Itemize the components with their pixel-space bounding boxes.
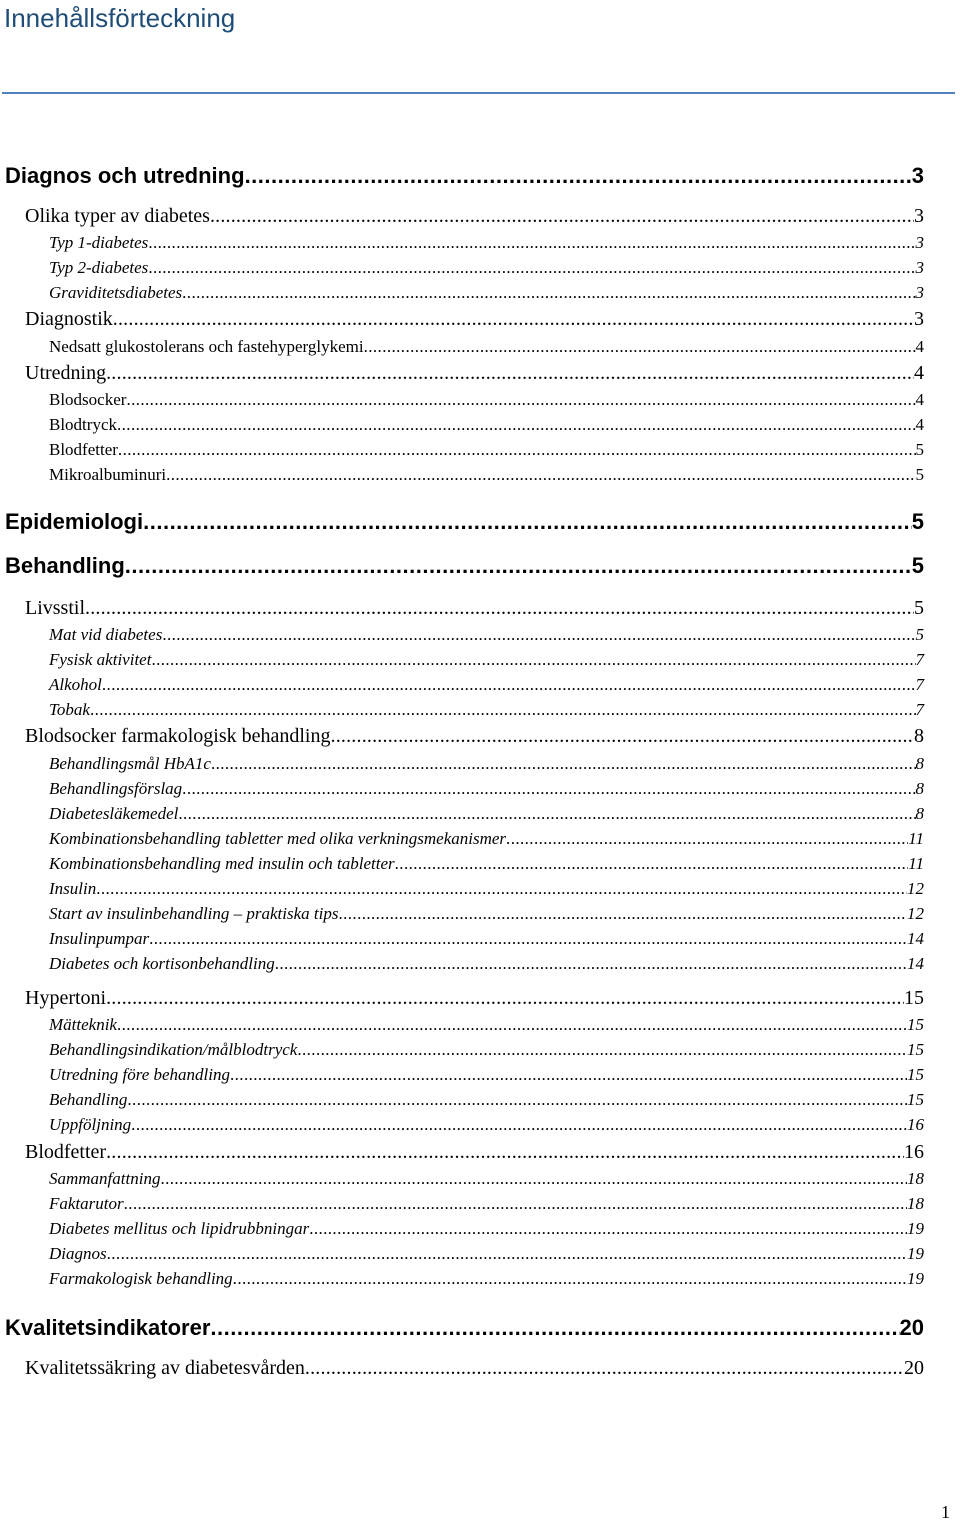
toc-entry-label: Mätteknik: [49, 1015, 117, 1034]
toc-entry-label: Sammanfattning: [49, 1169, 161, 1188]
toc-entry-mikroalbuminuri[interactable]: [0, 465, 924, 485]
toc-entry-page: 16: [907, 1115, 924, 1134]
toc-entry-diagnostik[interactable]: [0, 308, 924, 331]
toc-leader-dots: [162, 625, 915, 645]
toc-entry-faktarutor[interactable]: [0, 1194, 924, 1214]
toc-entry-page: 19: [907, 1269, 924, 1288]
toc-entry-matteknik[interactable]: [0, 1015, 924, 1035]
toc-leader-dots: [297, 1040, 907, 1060]
toc-entry-page: 14: [907, 954, 924, 973]
toc-entry-page: 5: [911, 509, 924, 534]
toc-entry-page: 7: [915, 675, 924, 694]
toc-entry-label: Typ 2-diabetes: [49, 258, 149, 277]
toc-leader-dots: [118, 440, 916, 460]
toc-leader-dots: [106, 987, 904, 1010]
toc-leader-dots: [331, 725, 915, 748]
toc-entry-label: Kombinationsbehandling tabletter med olika verkningsmekanismer: [49, 829, 507, 848]
toc-entry-page: 7: [915, 650, 924, 669]
toc-leader-dots: [245, 163, 912, 189]
toc-leader-dots: [210, 1315, 899, 1341]
toc-leader-dots: [160, 1169, 907, 1189]
toc-leader-dots: [309, 1219, 907, 1239]
toc-entry-page: 3: [914, 205, 924, 227]
toc-entry-blodfetter-sub[interactable]: [0, 440, 924, 460]
toc-leader-dots: [338, 904, 907, 924]
toc-entry-page: 4: [915, 390, 924, 409]
toc-entry-page: 7: [915, 700, 924, 719]
toc-leader-dots: [149, 929, 907, 949]
toc-entry-label: Blodtryck: [49, 415, 117, 434]
toc-entry-blodfetter[interactable]: [0, 1141, 924, 1164]
toc-leader-dots: [148, 258, 915, 278]
toc-entry-page: 14: [907, 929, 924, 948]
toc-leader-dots: [107, 1244, 907, 1264]
toc-entry-label: Behandlingsförslag: [49, 779, 183, 798]
toc-entry-page: 18: [907, 1169, 924, 1188]
toc-leader-dots: [275, 954, 907, 974]
toc-entry-diagnos-och-utredning[interactable]: [0, 163, 924, 189]
toc-entry-start-insulin[interactable]: [0, 904, 924, 924]
toc-entry-insulinpumpar[interactable]: [0, 929, 924, 949]
toc-entry-page: 3: [911, 163, 924, 188]
toc-entry-sammanfattning[interactable]: [0, 1169, 924, 1189]
toc-entry-label: Farmakologisk behandling: [49, 1269, 233, 1288]
toc-entry-label: Graviditetsdiabetes: [49, 283, 183, 302]
toc-entry-label: Blodsocker farmakologisk behandling: [25, 725, 331, 747]
toc-leader-dots: [113, 308, 914, 331]
toc-entry-lipidrubbningar[interactable]: [0, 1219, 924, 1239]
toc-entry-diabeteslakemedel[interactable]: [0, 804, 924, 824]
toc-entry-label: Kvalitetsindikatorer: [5, 1315, 211, 1340]
toc-entry-page: 8: [915, 754, 924, 773]
toc-entry-graviditetsdiabetes[interactable]: [0, 283, 924, 303]
toc-leader-dots: [166, 465, 915, 485]
toc-entry-page: 15: [907, 1090, 924, 1109]
toc-entry-label: Insulinpumpar: [49, 929, 150, 948]
toc-entry-page: 8: [914, 725, 924, 747]
toc-entry-page: 5: [914, 597, 924, 619]
toc-leader-dots: [233, 1269, 907, 1289]
toc-entry-page: 4: [915, 415, 924, 434]
toc-entry-farmakologisk-behandling[interactable]: [0, 1269, 924, 1289]
toc-leader-dots: [126, 390, 915, 410]
toc-entry-page: 5: [911, 553, 924, 578]
toc-entry-page: 11: [908, 854, 924, 873]
toc-entry-label: Typ 1-diabetes: [49, 233, 149, 252]
toc-entry-livsstil[interactable]: [0, 597, 924, 620]
toc-entry-hypertoni[interactable]: [0, 987, 924, 1010]
toc-entry-uppfoljning[interactable]: [0, 1115, 924, 1135]
toc-entry-label: Insulin: [49, 879, 97, 898]
toc-entry-utredning-fore[interactable]: [0, 1065, 924, 1085]
toc-entry-label: Nedsatt glukostolerans och fastehyperglykemi: [49, 337, 364, 356]
toc-entry-behandling-hypertoni[interactable]: [0, 1090, 924, 1110]
toc-entry-page: 5: [915, 440, 924, 459]
toc-entry-behandlingsindikation[interactable]: [0, 1040, 924, 1060]
toc-entry-label: Blodfetter: [25, 1141, 107, 1163]
toc-entry-epidemiologi[interactable]: [0, 509, 924, 535]
toc-leader-dots: [305, 1357, 904, 1380]
toc-leader-dots: [210, 205, 914, 228]
toc-entry-page: 20: [899, 1315, 924, 1340]
toc-leader-dots: [85, 597, 914, 620]
toc-leader-dots: [182, 779, 915, 799]
toc-leader-dots: [125, 553, 912, 579]
toc-leader-dots: [131, 1115, 907, 1135]
toc-entry-label: Mikroalbuminuri: [49, 465, 167, 484]
toc-entry-insulin[interactable]: [0, 879, 924, 899]
toc-entry-label: Behandlingsindikation/målblodtryck: [49, 1040, 298, 1059]
toc-entry-label: Hypertoni: [25, 987, 107, 1009]
toc-entry-page: 3: [915, 283, 924, 302]
toc-entry-page: 12: [907, 904, 924, 923]
toc-entry-label: Diabetesläkemedel: [49, 804, 179, 823]
toc-entry-diagnos[interactable]: [0, 1244, 924, 1264]
toc-leader-dots: [124, 1194, 907, 1214]
toc-leader-dots: [151, 650, 915, 670]
toc-entry-page: 8: [915, 779, 924, 798]
toc-entry-label: Epidemiologi: [5, 509, 144, 534]
toc-entry-typ2[interactable]: [0, 258, 924, 278]
toc-entry-kortison[interactable]: [0, 954, 924, 974]
toc-entry-label: Kvalitetssäkring av diabetesvården: [25, 1357, 305, 1379]
toc-entry-label: Behandling: [5, 553, 125, 578]
toc-entry-label: Mat vid diabetes: [49, 625, 163, 644]
toc-leader-dots: [395, 854, 909, 874]
toc-entry-page: 5: [915, 465, 924, 484]
toc-leader-dots: [127, 1090, 907, 1110]
toc-leader-dots: [143, 509, 912, 535]
toc-leader-dots: [117, 1015, 907, 1035]
toc-entry-label: Faktarutor: [49, 1194, 124, 1213]
toc-entry-nedsatt-glukostolerans[interactable]: [0, 337, 924, 357]
toc-entry-label: Fysisk aktivitet: [49, 650, 152, 669]
toc-entry-label: Alkohol: [49, 675, 102, 694]
toc-entry-behandlingsforslag[interactable]: [0, 779, 924, 799]
toc-leader-dots: [96, 879, 907, 899]
toc-entry-label: Diabetes och kortisonbehandling: [49, 954, 275, 973]
toc-entry-blodtryck[interactable]: [0, 415, 924, 435]
toc-entry-page: 4: [915, 337, 924, 356]
toc-entry-blodsocker-farmakologisk[interactable]: [0, 725, 924, 748]
toc-entry-label: Utredning: [25, 362, 107, 384]
toc-entry-page: 3: [915, 258, 924, 277]
toc-entry-page: 8: [915, 804, 924, 823]
toc-leader-dots: [230, 1065, 907, 1085]
toc-leader-dots: [90, 700, 916, 720]
toc-leader-dots: [106, 1141, 904, 1164]
toc-leader-dots: [148, 233, 915, 253]
toc-entry-page: 15: [907, 1040, 924, 1059]
toc-entry-blodsocker[interactable]: [0, 390, 924, 410]
toc-leader-dots: [106, 362, 914, 385]
toc-entry-label: Behandlingsmål HbA1c: [49, 754, 211, 773]
toc-entry-typ1[interactable]: [0, 233, 924, 253]
toc-entry-page: 19: [907, 1244, 924, 1263]
title-divider: [2, 92, 955, 94]
toc-leader-dots: [506, 829, 908, 849]
toc-entry-label: Diagnos och utredning: [5, 163, 245, 188]
toc-entry-utredning[interactable]: [0, 362, 924, 385]
page-number: 1: [941, 1502, 950, 1522]
toc-entry-label: Utredning före behandling: [49, 1065, 230, 1084]
toc-entry-page: 19: [907, 1219, 924, 1238]
toc-entry-label: Olika typer av diabetes: [25, 205, 210, 227]
toc-leader-dots: [364, 337, 916, 357]
toc-entry-olika-typer[interactable]: [0, 205, 924, 228]
toc-entry-page: 12: [907, 879, 924, 898]
toc-leader-dots: [211, 754, 916, 774]
toc-entry-page: 5: [915, 625, 924, 644]
toc-entry-alkohol[interactable]: [0, 675, 924, 695]
toc-entry-label: Uppföljning: [49, 1115, 132, 1134]
toc-leader-dots: [178, 804, 915, 824]
toc-leader-dots: [102, 675, 916, 695]
toc-entry-page: 15: [904, 987, 924, 1009]
toc-entry-kvalitetsindikatorer[interactable]: [0, 1315, 924, 1341]
toc-entry-page: 3: [915, 233, 924, 252]
toc-entry-page: 15: [907, 1015, 924, 1034]
toc-entry-tobak[interactable]: [0, 700, 924, 720]
toc-entry-label: Diagnos: [49, 1244, 107, 1263]
toc-entry-label: Diagnostik: [25, 308, 113, 330]
toc-entry-mat-vid-diabetes[interactable]: [0, 625, 924, 645]
toc-entry-page: 16: [904, 1141, 924, 1163]
toc-entry-page: 15: [907, 1065, 924, 1084]
toc-entry-fysisk-aktivitet[interactable]: [0, 650, 924, 670]
toc-entry-label: Behandling: [49, 1090, 128, 1109]
toc-entry-label: Blodsocker: [49, 390, 127, 409]
toc-entry-label: Tobak: [49, 700, 90, 719]
toc-title: Innehållsförteckning: [4, 3, 236, 33]
toc-entry-behandling[interactable]: [0, 553, 924, 579]
toc-entry-page: 18: [907, 1194, 924, 1213]
toc-entry-page: 20: [904, 1357, 924, 1379]
toc-entry-kombination-tabletter[interactable]: [0, 829, 924, 849]
toc-entry-label: Blodfetter: [49, 440, 118, 459]
toc-entry-label: Kombinationsbehandling med insulin och tabletter: [49, 854, 395, 873]
toc-entry-page: 4: [914, 362, 924, 384]
toc-leader-dots: [182, 283, 915, 303]
toc-entry-kvalitetssakring[interactable]: [0, 1357, 924, 1380]
toc-entry-page: 3: [914, 308, 924, 330]
toc-entry-label: Diabetes mellitus och lipidrubbningar: [49, 1219, 310, 1238]
toc-leader-dots: [117, 415, 916, 435]
toc-entry-behandlingsmal[interactable]: [0, 754, 924, 774]
toc-entry-label: Start av insulinbehandling – praktiska tips: [49, 904, 339, 923]
toc-entry-kombination-insulin[interactable]: [0, 854, 924, 874]
toc-entry-label: Livsstil: [25, 597, 86, 619]
toc-entry-page: 11: [908, 829, 924, 848]
